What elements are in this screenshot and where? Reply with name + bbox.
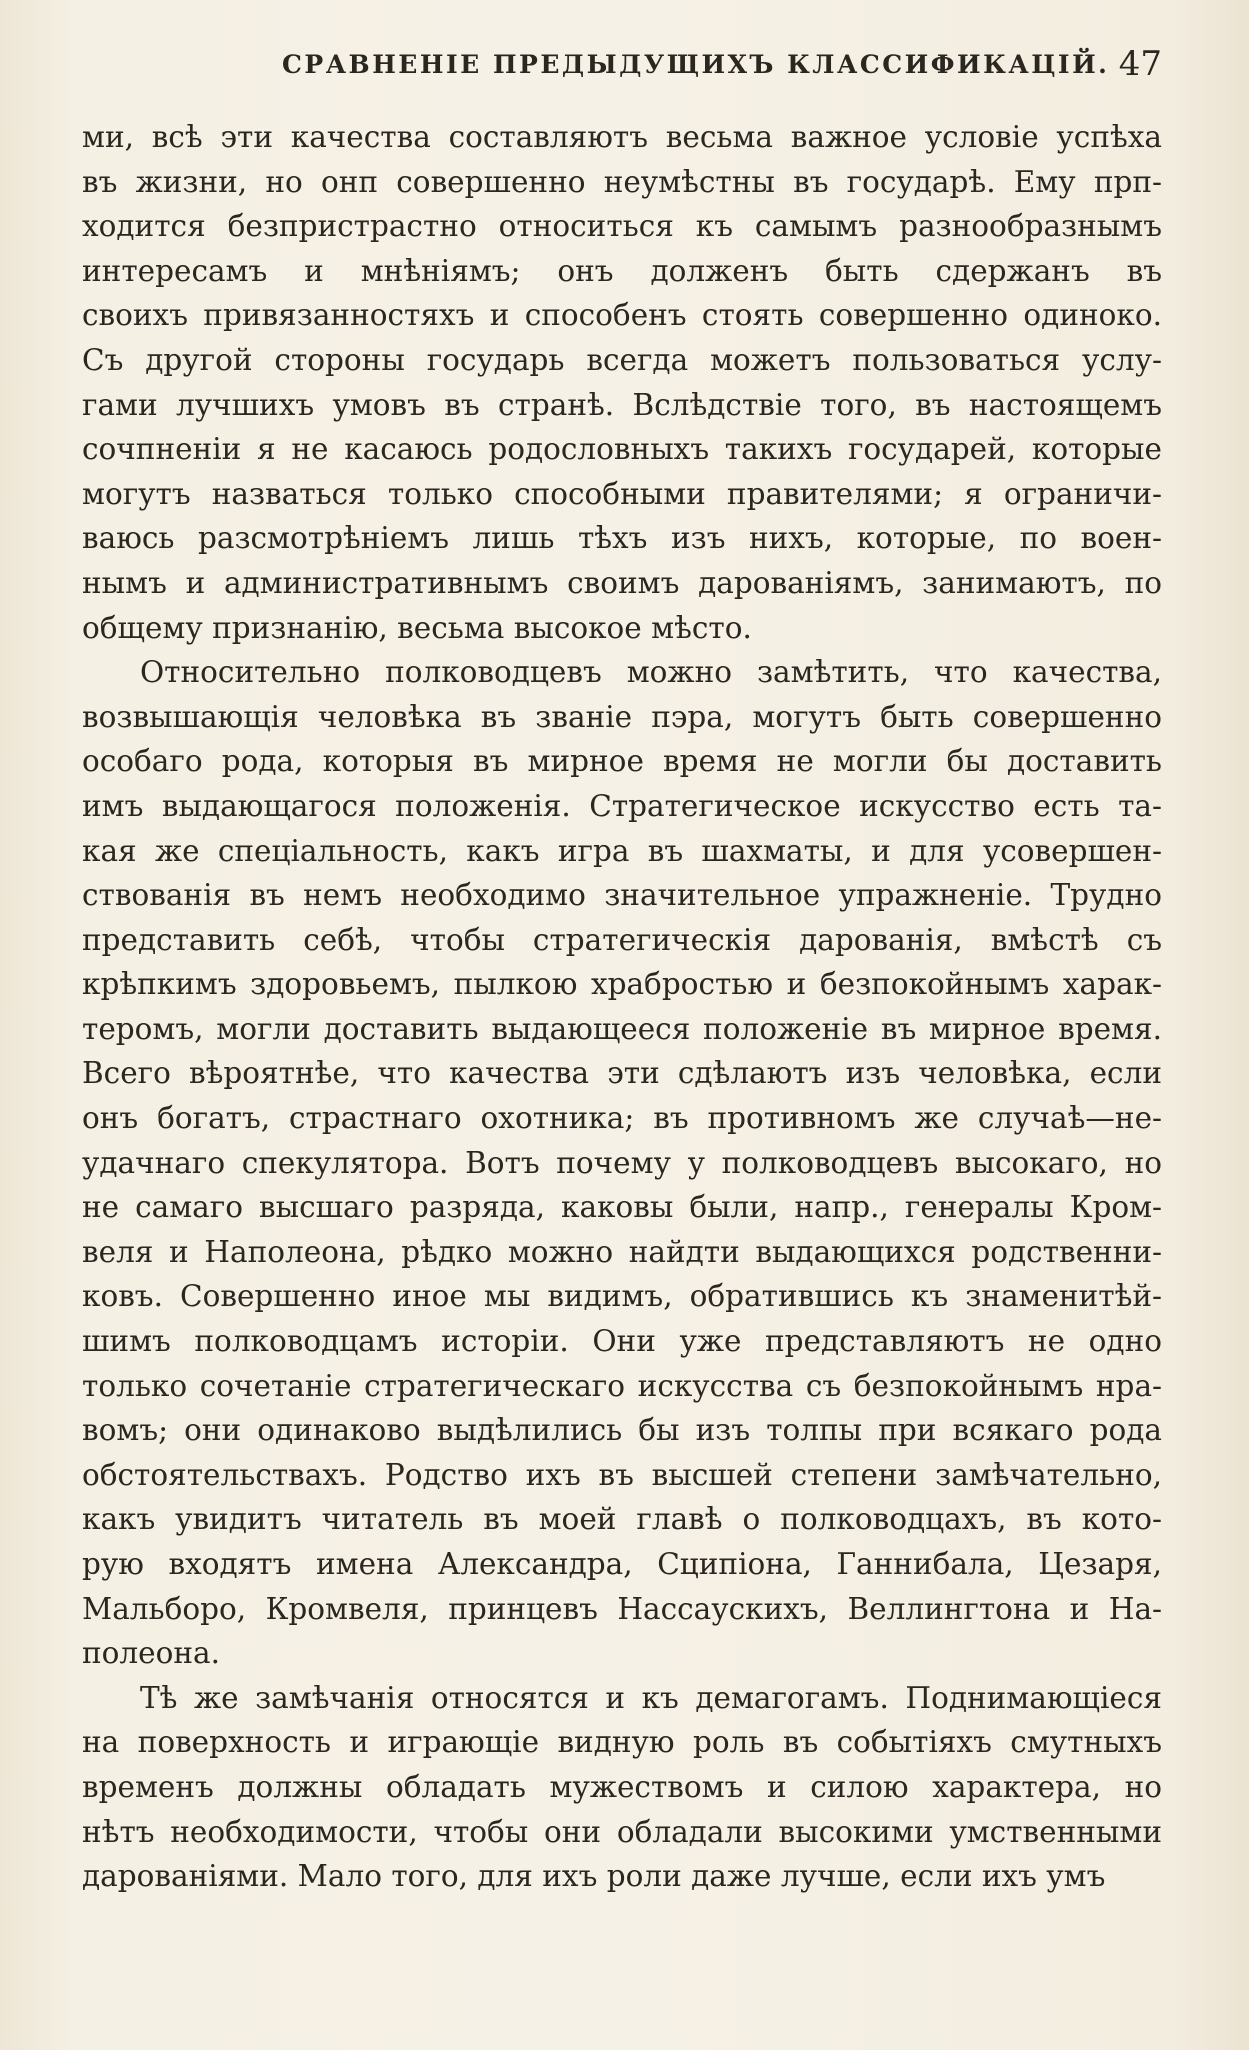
text-line: Относительно полководцевъ можно замѣтить, что качества, — [140, 655, 1162, 690]
text-line: ваюсь разсмотрѣніемъ лишь тѣхъ изъ нихъ, которые, по воен- — [82, 521, 1162, 556]
text-line: рую входятъ имена Александра, Сципіона, Ганнибала, Цезаря, — [82, 1547, 1162, 1581]
text-line: полеона. — [82, 1636, 221, 1671]
text-line: ствованія въ немъ необходимо значительное упражненіе. Трудно — [82, 878, 1162, 913]
text-line: гами лучшихъ умовъ въ странѣ. Вслѣдствіе того, въ настоящемъ — [82, 387, 1162, 422]
text-line: ходится безпристрастно относиться къ самымъ разнообразнымъ — [82, 209, 1162, 244]
text-line: удачнаго спекулятора. Вотъ почему у полководцевъ высокаго, но — [82, 1145, 1162, 1180]
text-line: теромъ, могли доставить выдающееся положеніе въ мирное время. — [82, 1011, 1162, 1046]
text-line: не самаго высшаго разряда, каковы были, напр., генералы Кром- — [82, 1190, 1162, 1225]
running-head: СРАВНЕНІЕ ПРЕДЫДУЩИХЪ КЛАССИФИКАЦІЙ. — [282, 50, 1110, 79]
text-line: нѣтъ необходимости, чтобы они обладали высокими умственными — [82, 1814, 1162, 1849]
page-header — [82, 44, 1162, 94]
text-line: только сочетаніе стратегическаго искусства съ безпокойнымъ нра- — [82, 1368, 1162, 1403]
text-line: дарованіями. Мало того, для ихъ роли даже лучше, если ихъ умъ — [82, 1859, 1106, 1894]
text-line: своихъ привязанностяхъ и способенъ стоять совершенно одиноко. — [82, 298, 1162, 333]
text-line: Всего вѣроятнѣе, что качества эти сдѣлаютъ изъ человѣка, если — [82, 1056, 1162, 1091]
text-line: веля и Наполеона, рѣдко можно найдти выдающихся родственни- — [82, 1234, 1162, 1269]
text-line: Тѣ же замѣчанія относятся и къ демагогамъ. Поднимающіеся — [140, 1680, 1162, 1715]
text-line: имъ выдающагося положенія. Стратегическое искусство есть та- — [82, 788, 1162, 823]
text-line: могутъ назваться только способными правителями; я ограничи- — [82, 476, 1162, 511]
text-line: онъ богатъ, страстнаго охотника; въ противномъ же случаѣ—не- — [82, 1101, 1162, 1136]
text-line: нымъ и административнымъ своимъ дарованіямъ, занимаютъ, по — [82, 565, 1162, 600]
page-number: 47 — [1118, 44, 1162, 84]
text-line: кая же спеціальность, какъ игра въ шахматы, и для усовершен- — [82, 833, 1162, 868]
text-line: особаго рода, которыя въ мирное время не могли бы доставить — [82, 744, 1162, 779]
text-line: обстоятельствахъ. Родство ихъ въ высшей степени замѣчательно, — [82, 1457, 1162, 1492]
body-text — [82, 115, 1162, 1899]
text-line: общему признанію, весьма высокое мѣсто. — [82, 610, 752, 645]
text-line: временъ должны обладать мужествомъ и силою характера, но — [82, 1769, 1162, 1804]
text-line: представить себѣ, чтобы стратегическія дарованія, вмѣстѣ съ — [82, 922, 1162, 957]
text-line: вомъ; они одинаково выдѣлились бы изъ толпы при всякаго рода — [82, 1413, 1162, 1448]
text-line: ковъ. Совершенно иное мы видимъ, обратившись къ знаменитѣй- — [82, 1279, 1162, 1314]
paragraph — [82, 115, 1162, 650]
text-line: шимъ полководцамъ исторіи. Они уже представляютъ не одно — [82, 1324, 1162, 1359]
text-line: Мальборо, Кромвеля, принцевъ Нассаускихъ, Веллингтона и На- — [82, 1591, 1162, 1626]
text-line: сочпненіи я не касаюсь родословныхъ такихъ государей, которые — [82, 432, 1162, 467]
text-line: на поверхность и играющіе видную роль въ событіяхъ смутныхъ — [82, 1725, 1162, 1760]
text-line: интересамъ и мнѣніямъ; онъ долженъ быть сдержанъ въ — [82, 253, 1162, 288]
text-line: въ жизни, но онп совершенно неумѣстны въ государѣ. Ему прп- — [82, 164, 1162, 199]
text-line: какъ увидитъ читатель въ моей главѣ о полководцахъ, въ кото- — [82, 1502, 1162, 1537]
paragraph — [82, 1676, 1162, 1899]
text-line: возвышающія человѣка въ званіе пэра, могутъ быть совершенно — [82, 699, 1162, 734]
paragraph — [82, 650, 1162, 1676]
text-line: ми, всѣ эти качества составляютъ весьма важное условіе успѣха — [82, 120, 1162, 154]
text-line: крѣпкимъ здоровьемъ, пылкою храбростью и безпокойнымъ харак- — [82, 967, 1162, 1002]
text-line: Съ другой стороны государь всегда можетъ пользоваться услу- — [82, 342, 1162, 377]
